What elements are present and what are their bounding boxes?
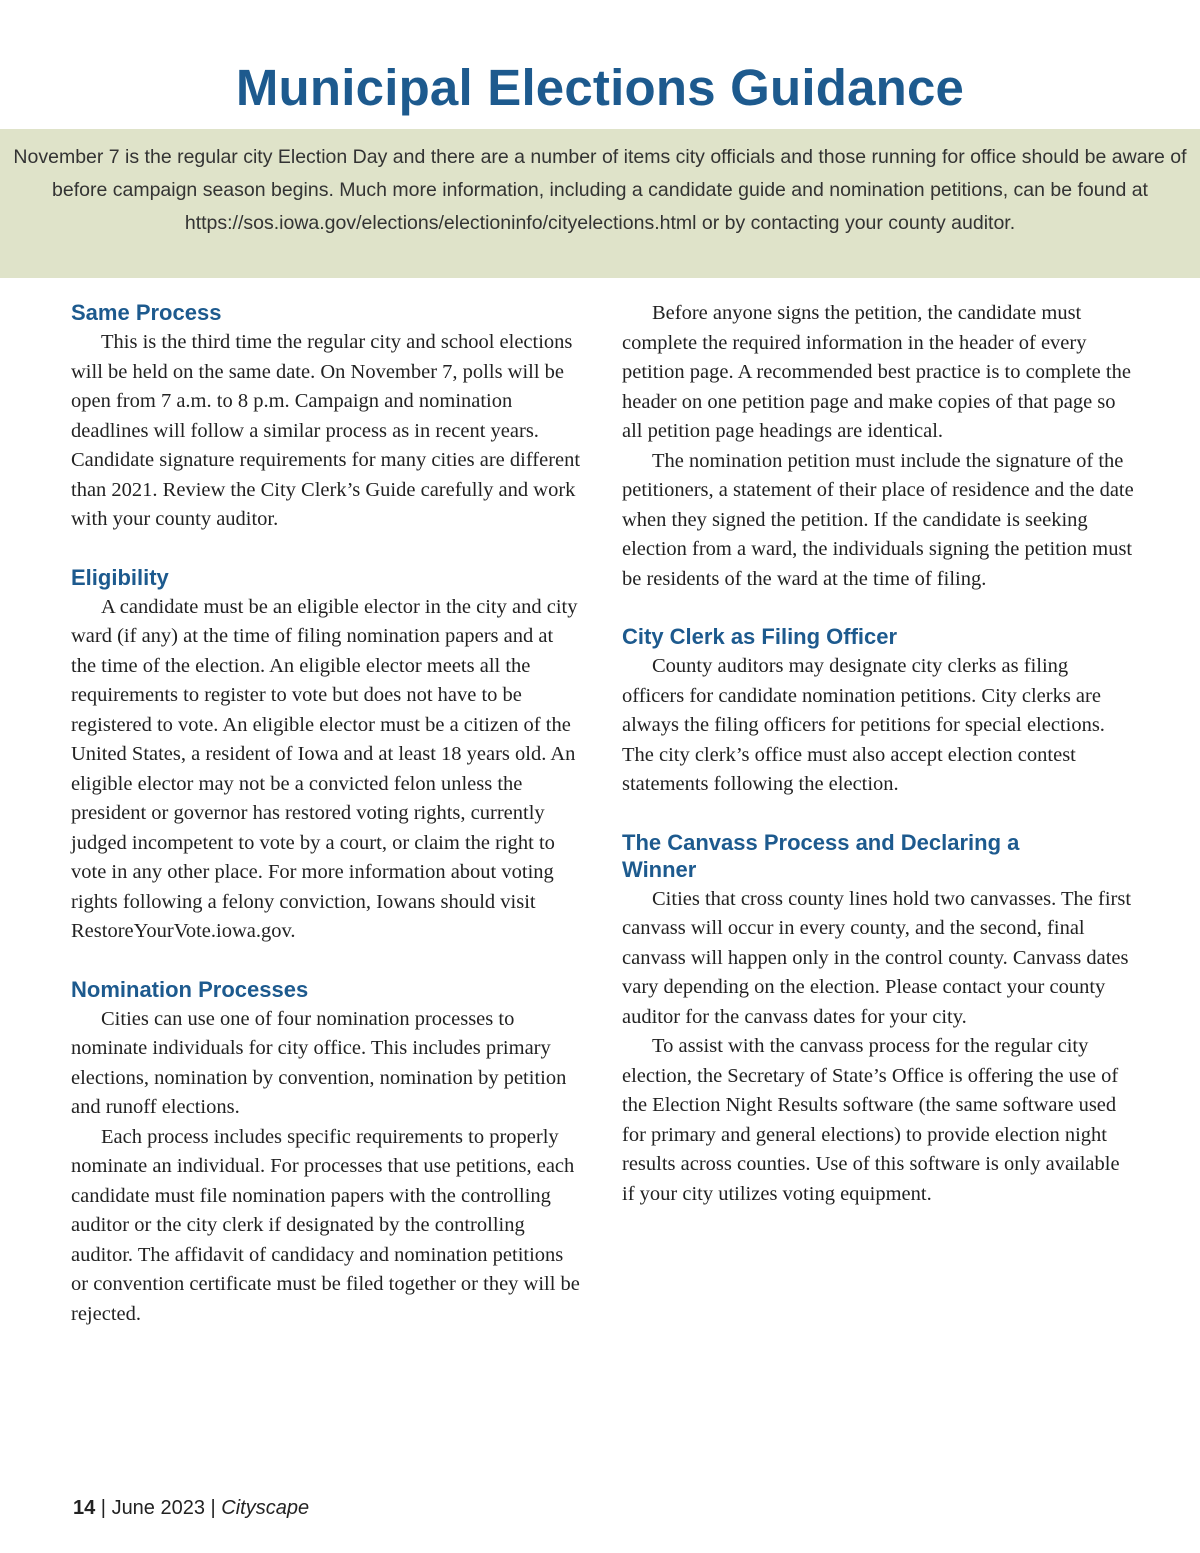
heading-city-clerk: City Clerk as Filing Officer <box>622 624 898 649</box>
section-eligibility <box>71 564 583 947</box>
right-column <box>622 299 1134 1238</box>
section-nomination-processes <box>71 976 583 1330</box>
footer-separator: | <box>204 1497 222 1519</box>
paragraph: Before anyone signs the petition, the candidate must complete the required information in the header of every petition page. A recommended best practice is to complete the header on one petition page and make copies of that page so all petition page headings are identical. <box>622 302 1131 442</box>
page-footer <box>73 1497 309 1520</box>
paragraph: Cities can use one of four nomination processes to nominate individuals for city office. This includes primary elections, nomination by convention, nomination by petition and runoff elections. <box>71 1007 567 1118</box>
heading-nomination-processes: Nomination Processes <box>71 976 309 1002</box>
paragraph: County auditors may designate city clerks as filing officers for candidate nomination petitions. City clerks are always the filing officers for petitions for special elections. The city clerk’s office must also accept election contest statements following the election. <box>622 655 1105 795</box>
section-same-process <box>71 299 583 535</box>
heading-canvass: The Canvass Process and Declaring a Winner <box>622 829 1020 882</box>
paragraph: This is the third time the regular city and school elections will be held on the same date. On November 7, polls will be open from 7 a.m. to 8 p.m. Campaign and nomination deadlines will follow a similar process as in recent years. Candidate signature requirements for many cities are different than 2021. Review the City Clerk’s Guide carefully and work with your county auditor. <box>71 331 581 530</box>
intro-banner <box>0 129 1200 278</box>
page-number: 14 <box>73 1497 96 1519</box>
section-canvass <box>622 829 1134 1210</box>
heading-eligibility: Eligibility <box>71 564 169 590</box>
paragraph: To assist with the canvass process for the regular city election, the Secretary of State’s Office is offering the use of the Election Night Results software (the same software used for primary and general elections) to provide election night results across counties. Use of this software is only available if your city utilizes voting equipment. <box>622 1035 1120 1205</box>
publication-name: Cityscape <box>221 1497 310 1519</box>
section-city-clerk <box>622 623 1134 800</box>
section-nomination-continued <box>622 299 1134 594</box>
intro-text: November 7 is the regular city Election Day and there are a number of items city officials and those running for office should be aware of before campaign season begins. Much more information, including a candidate guide and nomination petitions, can be found at https://sos.iowa.gov/elections/electioninfo/cityelections.html or by contacting your county auditor. <box>13 146 1187 234</box>
page-title: Municipal Elections Guidance <box>235 59 965 116</box>
left-column <box>71 299 583 1358</box>
paragraph: Each process includes specific requirements to properly nominate an individual. For processes that use petitions, each candidate must file nomination papers with the controlling auditor or the city clerk if designated by the controlling auditor. The affidavit of candidacy and nomination petitions or convention certificate must be filed together or they will be rejected. <box>71 1125 580 1325</box>
footer-separator: | <box>95 1497 112 1519</box>
footer-date: June 2023 <box>111 1497 205 1519</box>
paragraph: A candidate must be an eligible elector in the city and city ward (if any) at the time of filing nomination papers and at the time of the election. An eligible elector meets all the requirements to register to vote but does not have to be registered to vote. An eligible elector must be a citizen of the United States, a resident of Iowa and at least 18 years old. An eligible elector may not be a convicted felon unless the president or governor has restored voting rights, currently judged incompetent to vote by a court, or claim the right to vote in any other place. For more information about voting rights following a felony conviction, Iowans should visit RestoreYourVote.iowa.gov. <box>71 595 578 942</box>
paragraph: Cities that cross county lines hold two canvasses. The first canvass will occur in every county, and the second, final canvass will happen only in the control county. Canvass dates vary depending on the election. Please contact your county auditor for the canvass dates for your city. <box>622 887 1132 1028</box>
heading-same-process: Same Process <box>71 300 222 325</box>
paragraph: The nomination petition must include the signature of the petitioners, a statement of their place of residence and the date when they signed the petition. If the candidate is seeking election from a ward, the individuals signing the petition must be residents of the ward at the time of filing. <box>622 449 1134 590</box>
